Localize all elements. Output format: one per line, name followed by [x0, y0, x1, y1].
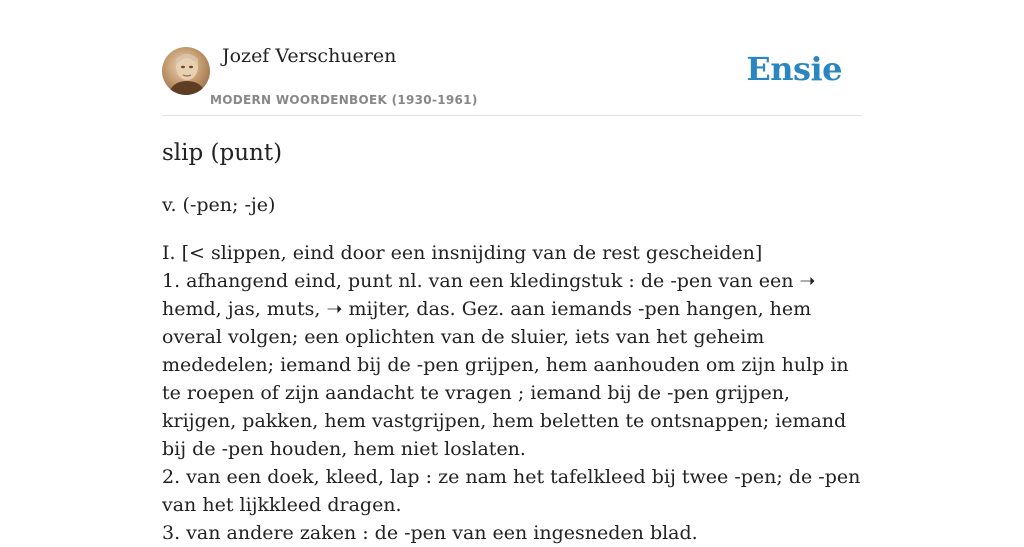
entry-line: I. [< slippen, eind door een insnijding van de rest gescheiden] — [162, 242, 763, 264]
portrait-icon — [162, 47, 210, 95]
ensie-logo[interactable]: Ensie — [746, 50, 842, 88]
entry-title: slip (punt) — [162, 140, 283, 166]
source-label[interactable]: MODERN WOORDENBOEK (1930-1961) — [210, 93, 478, 107]
entry-line: 3. van andere zaken : de -pen van een ingesneden blad. — [162, 522, 698, 544]
entry-line: 1. afhangend eind, punt nl. van een kledingstuk : de -pen van een ➝ hemd, jas, muts, ➝ mijter, das. Gez. aan iemands -pen hangen, hem overal volgen; een oplichten van de sluier, iets van het geheim mededelen; iemand bij de -pen grijpen, hem aanhouden om zijn hulp in te roepen of zijn aandacht te vragen ; iemand bij de -pen grijpen, krijgen, pakken, hem vastgrijpen, hem beletten te ontsnappen; iemand bij de -pen houden, hem niet loslaten. — [162, 270, 849, 460]
header-divider — [162, 115, 862, 116]
author-avatar[interactable] — [162, 47, 210, 95]
author-name[interactable]: Jozef Verschueren — [222, 45, 397, 67]
entry-body — [162, 239, 862, 547]
entry-page — [162, 0, 862, 544]
entry-grammar: v. (-pen; -je) — [162, 194, 276, 216]
entry-line: 2. van een doek, kleed, lap : ze nam het tafelkleed bij twee -pen; de -pen van het lijkkleed dragen. — [162, 466, 861, 516]
